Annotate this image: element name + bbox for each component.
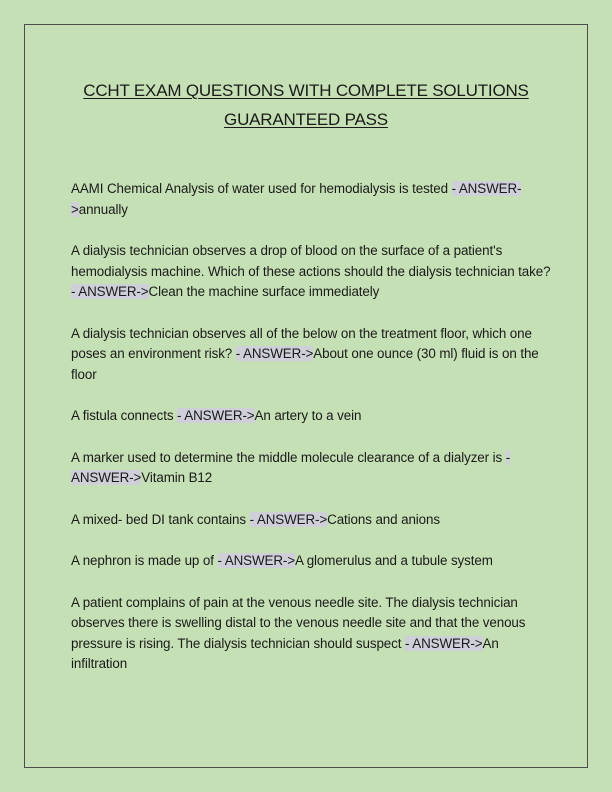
answer-marker: - ANSWER-> bbox=[405, 635, 483, 651]
qa-list bbox=[71, 179, 551, 696]
answer-marker: - ANSWER-> bbox=[71, 449, 511, 485]
answer-text: About one ounce (30 ml) fluid is on the floor bbox=[71, 346, 539, 382]
question-text: A marker used to determine the middle molecule clearance of a dialyzer is bbox=[71, 449, 506, 465]
answer-text: A glomerulus and a tubule system bbox=[295, 553, 493, 568]
page-title bbox=[24, 76, 588, 134]
answer-marker: - ANSWER-> bbox=[249, 511, 328, 527]
qa-item bbox=[71, 406, 551, 427]
answer-marker: - ANSWER-> bbox=[71, 181, 522, 217]
qa-item bbox=[71, 448, 551, 489]
question-text: A nephron is made up of bbox=[71, 553, 218, 568]
title-line-1: CCHT EXAM QUESTIONS WITH COMPLETE SOLUTIONS bbox=[83, 81, 529, 100]
answer-text: An infiltration bbox=[71, 635, 499, 671]
qa-item bbox=[71, 593, 551, 675]
answer-text: Vitamin B12 bbox=[141, 470, 213, 485]
answer-text: annually bbox=[78, 201, 128, 217]
qa-item bbox=[71, 551, 551, 572]
question-text: A fistula connects bbox=[71, 408, 178, 423]
answer-text: Clean the machine surface immediately bbox=[148, 284, 380, 299]
qa-item bbox=[71, 510, 551, 531]
qa-item bbox=[71, 324, 551, 386]
answer-marker: - ANSWER-> bbox=[177, 408, 255, 423]
question-text: A dialysis technician observes a drop of blood on the surface of a patient's hemodialysis machine. Which of these actions should the dialysis technician take? bbox=[71, 243, 551, 279]
answer-text: An artery to a vein bbox=[254, 408, 362, 423]
question-text: A patient complains of pain at the venous needle site. The dialysis technician observes there is swelling distal to the venous needle site and that the venous pressure is rising. The dialysis technician should suspect bbox=[71, 594, 526, 651]
answer-marker: - ANSWER-> bbox=[235, 346, 314, 361]
qa-item bbox=[71, 241, 551, 303]
question-text: AAMI Chemical Analysis of water used for hemodialysis is tested bbox=[71, 181, 452, 196]
qa-item bbox=[71, 179, 551, 220]
question-text: A mixed- bed DI tank contains bbox=[71, 511, 250, 527]
answer-marker: - ANSWER-> bbox=[217, 553, 295, 568]
answer-marker: - ANSWER-> bbox=[71, 284, 149, 299]
title-line-2: GUARANTEED PASS bbox=[224, 110, 388, 129]
question-text: A dialysis technician observes all of the below on the treatment floor, which one poses an environment risk? bbox=[71, 325, 532, 361]
answer-text: Cations and anions bbox=[327, 511, 440, 527]
